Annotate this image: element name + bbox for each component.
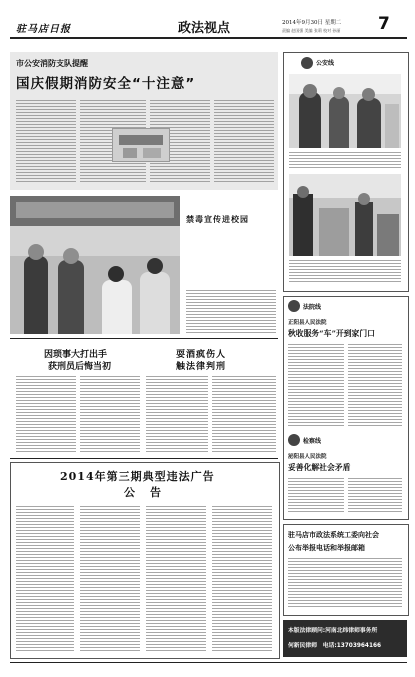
- drunk-line-2: 触法律判刑: [176, 362, 227, 372]
- date-line: 2014年9月30日 星期二: [282, 20, 342, 26]
- fire-body-col-4: [214, 100, 274, 184]
- fire-kicker: 市公安消防支队提醒: [16, 59, 88, 68]
- mediation-body-2: [348, 478, 402, 514]
- law-firm-line-2: 何新民律师 电话:13703964166: [288, 643, 382, 649]
- ad-notice-col-2: [80, 506, 140, 652]
- hit-run-line-2: 获刑员后悔当初: [48, 362, 112, 372]
- fire-body-col-1: [16, 100, 76, 184]
- hit-run-line-1: 因琐事大打出手: [44, 350, 108, 360]
- bottom-rule: [10, 662, 407, 663]
- mid-rule-left: [10, 338, 278, 339]
- fire-illustration: [112, 128, 170, 162]
- mediation-tag-icon: [288, 434, 300, 446]
- legal-publicity-text: [186, 290, 276, 334]
- law-firm-line-1: 本版法律顾问:河南北纬律师事务所: [288, 628, 378, 634]
- hit-run-body-1: [16, 376, 76, 452]
- rule-above-notice: [10, 458, 278, 459]
- court-tag: 法院线: [303, 304, 322, 311]
- mediation-body-1: [288, 478, 344, 514]
- ad-notice-line-2: 公 告: [124, 486, 163, 499]
- drunk-body-2: [212, 376, 276, 452]
- mediation-headline: 妥善化解社会矛盾: [288, 463, 351, 472]
- court-tag-icon: [288, 300, 300, 312]
- court-body-1: [288, 344, 344, 428]
- ad-notice-col-1: [16, 506, 74, 652]
- police-photo-caption: [289, 152, 401, 168]
- ad-notice-col-4: [212, 506, 272, 652]
- court-headline: 秋收服务“车”开到家门口: [288, 329, 375, 338]
- classroom-photo-caption: [289, 260, 401, 284]
- legal-publicity-photo: [10, 196, 180, 334]
- hit-run-body-2: [80, 376, 140, 452]
- ad-notice-line-1: 2014年第三期典型违法广告: [60, 470, 215, 483]
- paper-name: 驻马店日报: [16, 24, 71, 35]
- drunk-body-1: [146, 376, 208, 452]
- section-title: 政法视点: [178, 21, 231, 36]
- court-body-2: [348, 344, 402, 428]
- reporting-line-1: 驻马店市政法系统工委向社会: [288, 530, 379, 539]
- page-number: 7: [378, 14, 390, 34]
- legal-publicity-caption: 禁毒宣传进校园: [186, 214, 249, 224]
- court-name: 正阳县人民法院: [288, 320, 327, 326]
- reporting-body: [288, 558, 402, 608]
- staff-line: 责编 赵国强 美编 张莉 校对 孙丽: [282, 28, 341, 33]
- mediation-tag: 检察线: [303, 438, 322, 445]
- reporting-line-2: 公布举报电话和举报邮箱: [288, 543, 365, 552]
- fire-headline: 国庆假期消防安全“十注意”: [16, 76, 196, 92]
- ad-notice-col-3: [146, 506, 206, 652]
- photo-feature-tag-icon: [301, 57, 313, 69]
- drunk-line-1: 耍酒疯伤人: [176, 350, 227, 360]
- classroom-photo: [289, 174, 401, 256]
- police-officers-photo: [289, 74, 401, 148]
- mediation-court-name: 泌阳县人民法院: [288, 454, 327, 460]
- photo-feature-tag: 公安线: [316, 60, 335, 67]
- masthead-rule: [10, 37, 407, 39]
